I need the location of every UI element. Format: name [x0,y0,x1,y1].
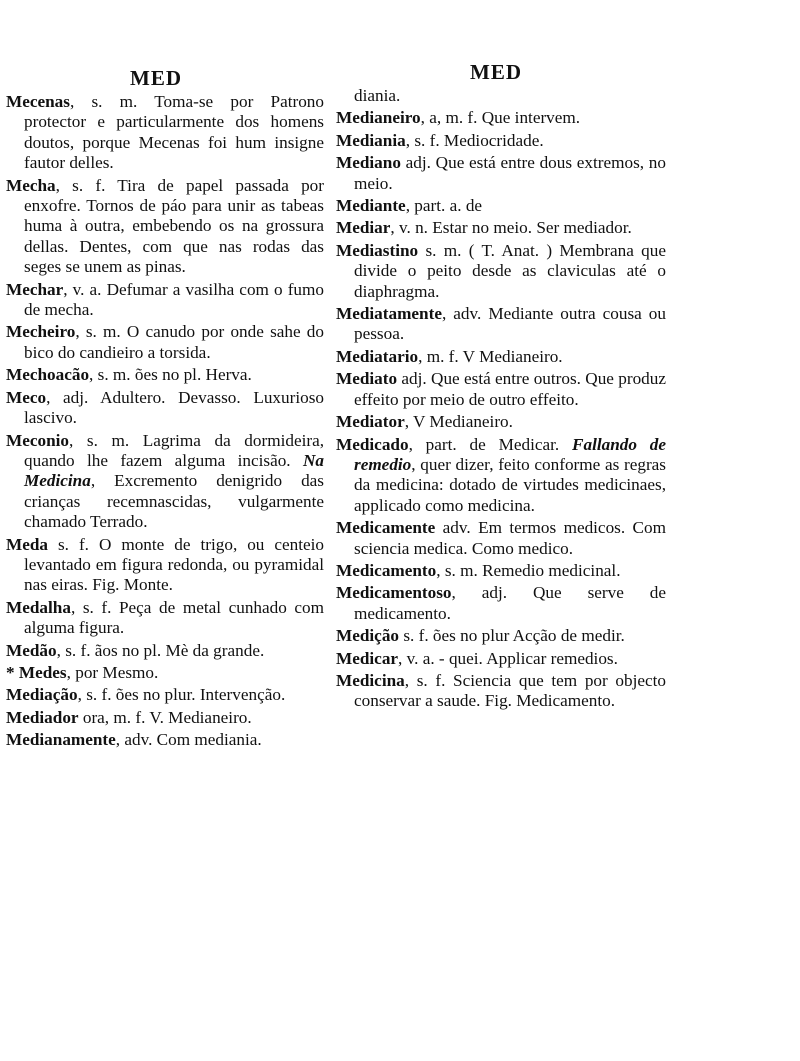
dictionary-entry [6,322,324,363]
dictionary-entry [336,108,666,128]
entry-definition: , adj. Que serve de medicamento. [354,583,666,623]
entry-definition: , s. m. ões no pl. Herva. [89,365,252,385]
entry-headword: Meda [6,534,49,554]
entry-italic-phrase: Na Medicina [24,450,324,491]
entry-definition: , s. f. ões no plur. Intervenção. [77,685,286,705]
entry-headword: Meco [6,387,47,407]
entry-definition: , V Medianeiro. [404,412,513,432]
entry-headword: Mecha [6,175,56,195]
entry-definition: , part. a. de [405,196,483,216]
dictionary-entry [336,153,666,194]
entry-headword: Medianeiro [336,108,421,128]
dictionary-entry [336,347,666,367]
entry-headword: Mediante [336,196,406,216]
running-header-left: MED [130,66,182,90]
dictionary-entry [336,561,666,581]
dictionary-entry [336,196,666,216]
dictionary-entry [336,583,666,624]
dictionary-entry [6,535,324,596]
entry-definition: , v. n. Estar no meio. Ser mediador. [390,218,632,238]
dictionary-entry [336,304,666,345]
entry-headword: Mediano [336,153,401,173]
dictionary-entry [6,685,324,705]
dictionary-entry [336,435,666,517]
entry-definition: , por Mesmo. [66,662,159,682]
dictionary-entry [6,92,324,174]
entry-headword: Mediatamente [336,304,442,324]
entry-definition: s. m. ( T. Anat. ) Membrana que divide o peito desde as claviculas até o diaphragma. [354,240,666,301]
entry-headword: Mediar [336,218,391,238]
entry-headword: Mediatario [336,346,419,366]
dictionary-entry [6,598,324,639]
entry-headword: Mediato [336,369,398,389]
entry-definition: , s. m. O canudo por onde sahe do bico do candieiro a torsida. [24,322,324,362]
entry-definition: , adv. Com mediania. [115,730,262,750]
entry-definition: , v. a. Defumar a vasilha com o fumo de mecha. [24,279,324,320]
entry-italic-phrase: Fallando de remedio [354,434,667,474]
entry-headword: Mediador [6,707,79,727]
entry-headword: Medição [336,626,400,646]
dictionary-entry [336,412,666,432]
entry-headword: Medicado [336,434,409,454]
entry-definition: , a, m. f. Que intervem. [420,108,581,128]
entry-headword: Mechar [6,279,64,299]
entry-definition: ora, m. f. V. Medianeiro. [78,707,252,727]
entry-definition: , s. m. Remedio medicinal. [436,560,621,580]
entry-headword: Mecenas [6,92,70,111]
entry-definition: , s. f. ãos no pl. Mè da grande. [56,640,265,660]
entry-definition: diania. [354,86,401,105]
dictionary-entry [6,176,324,278]
dictionary-entry [6,431,324,533]
dictionary-entry [6,641,324,661]
entry-definition: , s. f. Mediocridade. [405,130,544,150]
entry-definition: adj. Que está entre dous extremos, no meio. [354,153,666,193]
entry-definition: adj. Que está entre outros. Que produz effeito por meio de outro effeito. [354,369,666,409]
entry-headword: Mediação [6,685,78,705]
entry-definition: , adv. Mediante outra cousa ou pessoa. [354,304,666,344]
entry-definition: , part. de Medicar. [408,434,560,454]
dictionary-entry [336,671,666,712]
entry-definition-continued: , Excremento denigrido das crianças recemnascidas, vulgarmente chamado Terrado. [24,471,324,532]
entry-headword: Medalha [6,597,71,617]
dictionary-entry [336,86,666,106]
entry-definition: , m. f. V Medianeiro. [418,346,563,366]
right-entries [336,86,666,714]
dictionary-entry [6,280,324,321]
entry-headword: Mediania [336,130,406,150]
dictionary-entry [6,388,324,429]
dictionary-entry [6,365,324,385]
entry-headword: Medicamento [336,560,437,580]
dictionary-entry [336,518,666,559]
entry-headword: Medicina [336,670,405,690]
dictionary-entry [336,369,666,410]
dictionary-entry [6,708,324,728]
entry-definition-continued: , quer dizer, feito conforme as regras da medicina: dotado de virtudes medicinaes, applicado como medicina. [354,454,666,515]
entry-definition: , s. f. Tira de papel passada por enxofre. Tornos de páo para unir as tabeas huma à outra, embebendo os na grossura dellas. Dentes, com que nas rodas das seges se unem as pinas. [24,175,324,277]
left-entries [6,92,324,753]
entry-definition: adv. Em termos medicos. Com sciencia medica. Como medico. [354,518,666,558]
dictionary-entry [336,241,666,302]
entry-definition: s. f. O monte de trigo, ou centeio levantado em figura redonda, ou pyramidal nas eiras. Fig. Monte. [24,534,324,595]
entry-definition: , v. a. - quei. Applicar remedios. [398,648,618,668]
dictionary-entry [336,649,666,669]
entry-headword: Mechoacão [6,365,90,385]
entry-headword: Medão [6,640,57,660]
entry-definition: , s. m. Toma-se por Patrono protector e particularmente dos homens doutos, porque Mecenas foi hum insigne fautor delles. [24,92,324,173]
entry-headword: Mediator [336,412,405,432]
entry-definition: s. f. ões no plur Acção de medir. [399,626,625,646]
entry-headword: Medicar [336,648,399,668]
entry-definition: , adj. Adultero. Devasso. Luxurioso lascivo. [24,387,324,428]
entry-definition: , s. f. Peça de metal cunhado com alguma figura. [24,597,324,638]
entry-headword: Mediastino [336,240,419,260]
entry-definition: , s. f. Sciencia que tem por objecto conservar a saude. Fig. Medicamento. [354,670,666,711]
running-header-right: MED [470,60,522,84]
entry-definition: , s. m. Lagrima da dormideira, quando lhe fazem alguma incisão. [24,430,324,470]
dictionary-entry [336,131,666,151]
entry-headword: Medianamente [6,730,116,750]
entry-headword: * Medes [6,662,67,682]
dictionary-entry [336,218,666,238]
entry-headword: Meconio [6,430,70,450]
entry-headword: Medicamentoso [336,583,452,603]
dictionary-entry [6,663,324,683]
dictionary-entry [6,730,324,750]
dictionary-entry [336,626,666,646]
entry-headword: Medicamente [336,518,436,538]
entry-headword: Mecheiro [6,322,76,342]
